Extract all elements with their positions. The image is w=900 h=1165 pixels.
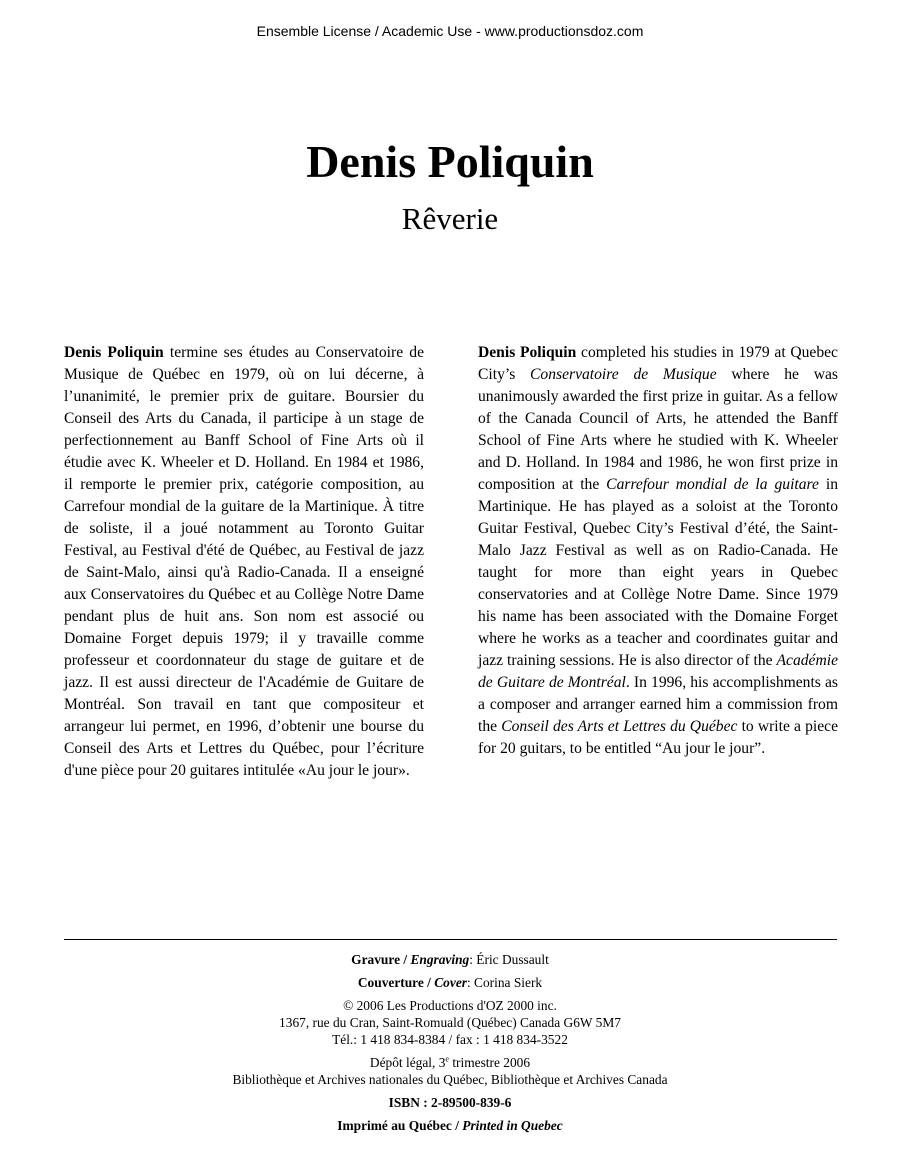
bio-en-italic-1: Conservatoire de Musique bbox=[530, 366, 717, 383]
engraving-label-fr: Gravure / bbox=[351, 952, 411, 967]
composer-name: Denis Poliquin bbox=[306, 136, 594, 187]
library-archives: Bibliothèque et Archives nationales du Québec, Bibliothèque et Archives Canada bbox=[232, 1072, 668, 1087]
bio-en-name: Denis Poliquin bbox=[478, 344, 577, 361]
depot-quarter: trimestre 2006 bbox=[448, 1055, 531, 1070]
license-notice: Ensemble License / Academic Use - www.productionsdoz.com bbox=[256, 23, 644, 39]
engraving-credit bbox=[0, 951, 900, 968]
engraving-name: : Éric Dussault bbox=[469, 952, 549, 967]
bio-en-text-2: where he was unanimously awarded the first prize in guitar. As a fellow of the Canada Council of Arts, he attended the Banff School of Fine Arts where he studied with K. Wheeler and D. Holland. In 1984 and 1986, he won first prize in composition at the bbox=[478, 366, 838, 493]
bio-en-text-1: completed his studies in 1979 at Quebec City’s bbox=[478, 344, 838, 383]
printed-in bbox=[0, 1117, 900, 1134]
bio-en-italic-2: Carrefour mondial de la guitare bbox=[606, 476, 819, 493]
biography-french bbox=[64, 342, 424, 782]
bio-fr-name: Denis Poliquin bbox=[64, 344, 164, 361]
copyright-line: © 2006 Les Productions d'OZ 2000 inc. bbox=[343, 998, 557, 1013]
piece-title: Rêverie bbox=[401, 201, 499, 236]
cover-name: : Corina Sierk bbox=[466, 975, 543, 990]
credits-block bbox=[0, 951, 900, 1134]
biography-english bbox=[478, 342, 838, 760]
depot-text: Dépôt légal, 3 bbox=[369, 1055, 446, 1070]
divider-line bbox=[64, 939, 837, 940]
bio-en-text-5: to write a piece for 20 guitars, to be entitled “Au jour le jour”. bbox=[478, 718, 839, 757]
printed-label-en: Printed in Quebec bbox=[462, 1118, 563, 1133]
cover-credit bbox=[0, 974, 900, 991]
bio-en-text-4: . In 1996, his accomplishments as a composer and arranger earned him a commission from the bbox=[478, 674, 838, 735]
bio-en-italic-3: Académie de Guitare de Montréal bbox=[478, 652, 838, 691]
legal-deposit bbox=[0, 1054, 900, 1071]
bio-fr-text: termine ses études au Conservatoire de Musique de Québec en 1979, où on lui décerne, à l’unanimité, le premier prix de guitare. Boursier du Conseil des Arts du Canada, il participe à un stage de perfectionnement au Banff School of Fine Arts où il étudie avec K. Wheeler et D. Holland. En 1984 et 1986, il remporte le premier prix, catégorie composition, au Carrefour mondial de la guitare de la Martinique. À titre de soliste, il a joué notamment au Toronto Guitar Festival, au Festival d'été de Québec, au Festival de jazz de Saint-Malo, ainsi qu'à Radio-Canada. Il a enseigné aux Conservatoires du Québec et au Collège Notre Dame pendant plus de huit ans. Son nom est associé ou Domaine Forget depuis 1979; il y travaille comme professeur et coordonnateur du stage de guitare et de jazz. Il est aussi directeur de l'Académie de Guitare de Montréal. Son travail en tant que compositeur et arrangeur lui permet, en 1996, d’obtenir une bourse du Conseil des Arts et Lettres du Québec, pour l’écriture d'une pièce pour 20 guitares intitulée «Au jour le jour». bbox=[64, 344, 424, 779]
engraving-label-en: Engraving bbox=[410, 952, 470, 967]
bio-en-italic-4: Conseil des Arts et Lettres du Québec bbox=[501, 718, 738, 735]
cover-label-en: Cover bbox=[434, 975, 467, 990]
depot-superscript: e bbox=[445, 1054, 449, 1064]
printed-label-fr: Imprimé au Québec / bbox=[337, 1118, 463, 1133]
publisher-phone: Tél.: 1 418 834-8384 / fax : 1 418 834-3522 bbox=[332, 1032, 568, 1047]
isbn-line: ISBN : 2-89500-839-6 bbox=[388, 1095, 512, 1110]
bio-en-text-3: in Martinique. He has played as a soloist at the Toronto Guitar Festival, Quebec City’s Festival d’été, the Saint-Malo Jazz Festival as well as on Radio-Canada. He taught for more than eight years in Quebec conservatories and at Collège Notre Dame. Since 1979 his name has been associated with the Domaine Forget where he works as a teacher and coordinates guitar and jazz training sessions. He is also director of the bbox=[478, 476, 839, 669]
cover-label-fr: Couverture / bbox=[357, 975, 435, 990]
publisher-address: 1367, rue du Cran, Saint-Romuald (Québec) Canada G6W 5M7 bbox=[279, 1015, 621, 1030]
